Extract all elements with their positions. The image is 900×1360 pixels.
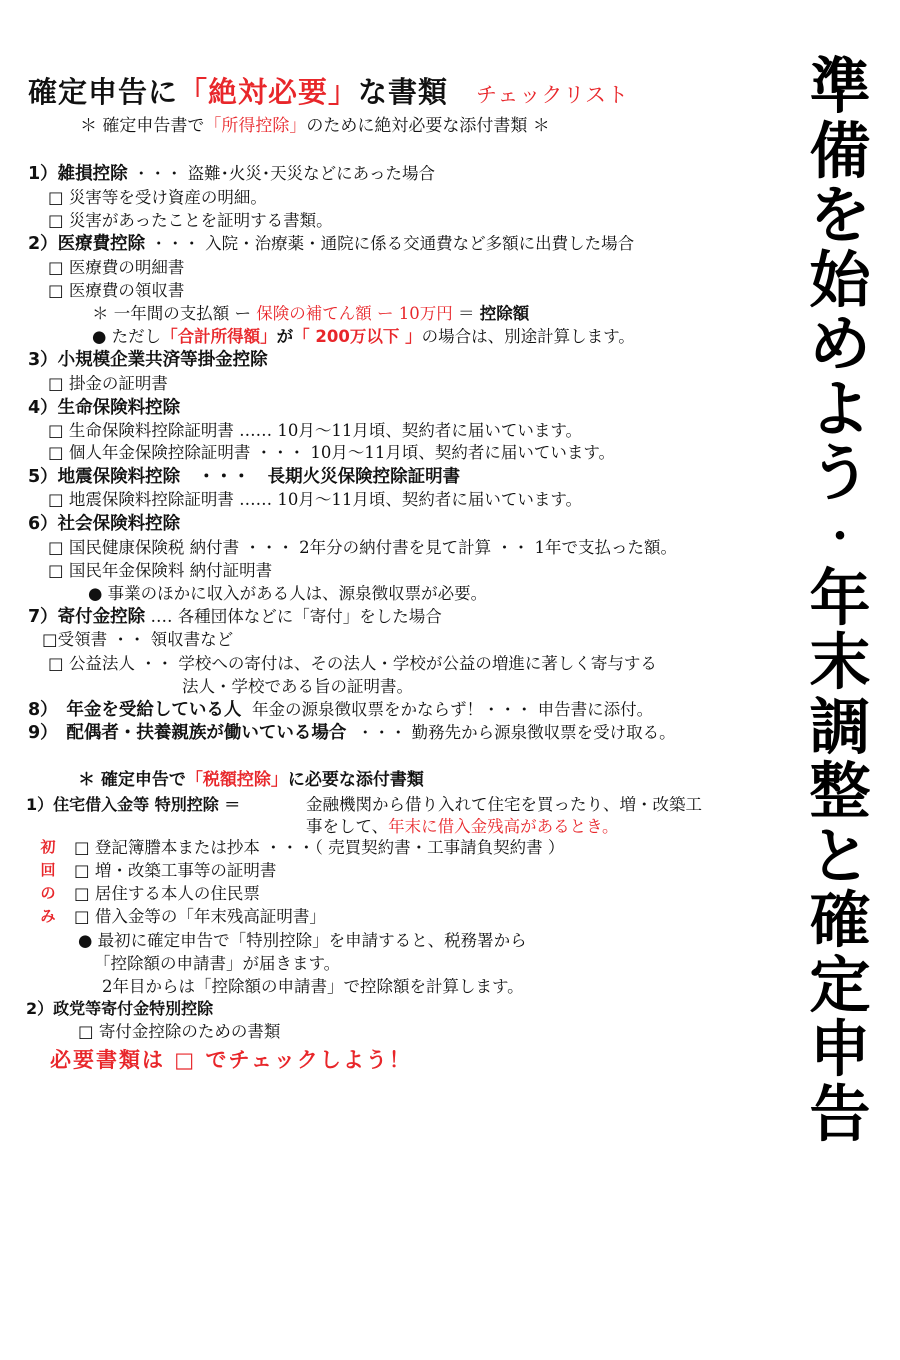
note-part: 「 200万以下 」	[293, 327, 422, 346]
section-4-heading: 4）生命保険料控除	[28, 398, 181, 418]
title-prefix: 確定申告に	[28, 75, 179, 109]
list-item[interactable]: □ 災害があったことを証明する書類。	[48, 211, 333, 230]
section-7-desc: ‥‥ 各種団体などに「寄付」をした場合	[150, 607, 442, 626]
list-item[interactable]: □受領書 ・・ 領収書など	[42, 630, 234, 649]
formula-part: 保険の補てん額 ー 10万円	[256, 304, 453, 323]
initial-char: の	[40, 884, 56, 902]
note-part: 「合計所得額」	[161, 327, 277, 346]
side-char: を	[809, 180, 871, 251]
section-6-header	[28, 512, 180, 536]
section-1-heading: 1）雑損控除	[28, 164, 128, 184]
tax-credit-title	[78, 769, 424, 792]
note-part: ● ただし	[92, 327, 162, 346]
formula-part: ＝	[452, 304, 480, 323]
list-item-continuation: 法人・学校である旨の証明書。	[182, 677, 413, 696]
tax-credit-1-desc2	[306, 815, 619, 838]
section-5-heading: 5）地震保険料控除 ・・・ 長期火災保険控除証明書	[28, 467, 461, 487]
tax-credit-note: ● 最初に確定申告で「特別控除」を申請すると、税務署から	[78, 931, 527, 950]
section-4-header	[28, 396, 180, 420]
section-7-header	[28, 605, 442, 629]
list-item[interactable]: □ 個人年金保険控除証明書 ・・・ 10月～11月頃、契約者に届いています。	[48, 443, 615, 462]
side-char: と	[809, 820, 871, 892]
tax-credit-1-header	[26, 793, 240, 816]
tax-credit-1-desc: 金融機関から借り入れて住宅を買ったり、増・改築工	[306, 795, 702, 814]
section-2-heading: 2）医療費控除	[28, 234, 146, 254]
tax-credit-1-heading: 1）住宅借入金等 特別控除 ＝	[26, 795, 241, 814]
list-item[interactable]: □ 公益法人 ・・ 学校への寄付は、その法人・学校が公益の増進に著しく寄与する	[48, 654, 657, 673]
side-char: ・	[820, 513, 860, 560]
side-char: 末	[809, 627, 871, 698]
list-item[interactable]: □ 居住する本人の住民票	[74, 884, 260, 903]
initial-char: 回	[40, 861, 56, 879]
section-8-heading: 8） 年金を受給している人	[28, 700, 242, 720]
list-item[interactable]: □ 掛金の証明書	[48, 374, 168, 393]
section-9-heading: 9） 配偶者・扶養親族が働いている場合	[28, 723, 347, 743]
section-2-header	[28, 232, 634, 256]
list-item[interactable]: □ 借入金等の「年末残高証明書」	[74, 907, 326, 926]
first-time-only-label	[38, 836, 58, 928]
section-8-header	[28, 698, 653, 722]
income-note	[92, 325, 635, 348]
list-item[interactable]: □ 医療費の領収書	[48, 281, 185, 300]
section-1-desc: ・・・ 盗難･火災･天災などにあった場合	[132, 164, 436, 183]
checklist-footer: 必要書類は □ でチェックしよう！	[50, 1048, 412, 1072]
initial-char: み	[40, 907, 56, 925]
tax-credit-2-heading: 2）政党等寄付金特別控除	[26, 999, 214, 1018]
side-char: 整	[809, 756, 871, 827]
side-char: よ	[809, 373, 871, 445]
section-6-note: ● 事業のほかに収入がある人は、源泉徴収票が必要。	[88, 584, 488, 603]
side-char: 告	[809, 1078, 871, 1150]
side-char: 年	[809, 562, 871, 634]
section-9-desc: ・・・ 勤務先から源泉徴収票を受け取る。	[356, 723, 676, 742]
tax-credit-title-highlight: 「税額控除」	[185, 770, 288, 790]
list-item[interactable]: □ 災害等を受け資産の明細。	[48, 188, 267, 207]
tax-credit-note: 2年目からは「控除額の申請書」で控除額を計算します。	[102, 977, 524, 996]
formula-part: ＊ 一年間の支払額 ー	[92, 304, 257, 323]
side-char: 申	[809, 1014, 871, 1085]
list-item[interactable]: □ 生命保険料控除証明書 ‥‥‥ 10月～11月頃、契約者に届いています。	[48, 421, 583, 440]
section-5-header	[28, 465, 460, 489]
list-item[interactable]: □ 登記簿謄本または抄本 ・・・（ 売買契約書・工事請負契約書 ）	[74, 838, 565, 857]
list-item[interactable]: □ 増・改築工事等の証明書	[74, 861, 277, 880]
section-1-header	[28, 162, 435, 186]
desc-part: 事をして、	[306, 817, 389, 836]
tax-credit-title-suffix: に必要な添付書類	[287, 770, 424, 790]
subtitle-suffix: のために絶対必要な添付書類 ＊	[306, 116, 550, 136]
list-item[interactable]: □ 国民年金保険料 納付証明書	[48, 561, 273, 580]
list-item[interactable]: □ 国民健康保険税 納付書 ・・・ 2年分の納付書を見て計算 ・・ 1年で支払った額。	[48, 538, 678, 557]
side-char: う	[809, 438, 871, 509]
section-2-desc: ・・・ 入院・治療薬・通院に係る交通費など多額に出費した場合	[150, 234, 635, 253]
section-6-heading: 6）社会保険料控除	[28, 514, 181, 534]
side-char: 調	[809, 691, 871, 763]
tax-credit-note: 「控除額の申請書」が届きます。	[94, 954, 341, 973]
section-7-heading: 7）寄付金控除	[28, 607, 146, 627]
title-suffix: な書類	[358, 75, 449, 109]
subtitle-prefix: ＊ 確定申告書で	[80, 116, 205, 136]
side-char: 備	[809, 115, 871, 187]
initial-char: 初	[40, 838, 56, 856]
side-char: 始	[809, 244, 871, 316]
note-part: が	[276, 327, 294, 346]
side-char: 準	[809, 51, 871, 122]
subtitle-highlight: 「所得控除」	[204, 116, 307, 136]
tax-credit-2-header	[26, 997, 213, 1020]
side-title	[790, 51, 890, 1150]
side-char: 確	[809, 885, 871, 956]
list-item[interactable]: □ 寄付金控除のための書類	[78, 1022, 281, 1041]
note-part: の場合は、別途計算します。	[421, 327, 635, 346]
formula-part: 控除額	[479, 304, 530, 323]
formula-note	[92, 302, 529, 325]
section-3-heading: 3）小規模企業共済等掛金控除	[28, 350, 268, 370]
list-item[interactable]: □ 医療費の明細書	[48, 258, 185, 277]
section-9-header	[28, 721, 676, 745]
desc-part: 年末に借入金残高があるとき。	[388, 817, 619, 836]
section-3-header	[28, 348, 268, 372]
side-char: 定	[809, 949, 871, 1021]
title-highlight: 「絶対必要」	[178, 75, 359, 109]
title-checklist: チェックリスト	[476, 83, 629, 107]
page-title	[28, 70, 629, 111]
tax-credit-title-prefix: ＊ 確定申告で	[78, 770, 186, 790]
list-item[interactable]: □ 地震保険料控除証明書 ‥‥‥ 10月～11月頃、契約者に届いています。	[48, 490, 583, 509]
subtitle	[80, 115, 550, 138]
side-char: め	[809, 309, 871, 380]
section-8-desc: 年金の源泉徴収票をかならず！・・・ 申告書に添付。	[251, 700, 654, 719]
